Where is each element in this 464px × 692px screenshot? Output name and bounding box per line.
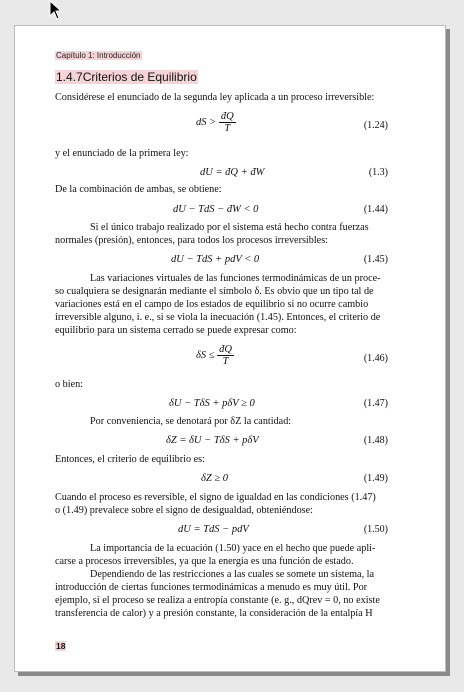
- paragraph-line: Las variaciones virtuales de las funciones termodinámicas de un proce-: [90, 273, 381, 284]
- fraction-numerator: đQ: [219, 344, 232, 355]
- paragraph-line: De la combinación de ambas, se obtiene:: [55, 184, 222, 195]
- equation-number: (1.46): [363, 353, 388, 364]
- document-page: [14, 25, 446, 672]
- equation-1-24: [196, 111, 236, 134]
- paragraph-line: Si el único trabajo realizado por el sistema está hecho contra fuerzas: [90, 222, 369, 233]
- equation-1-49: δZ ≥ 0: [201, 473, 228, 484]
- fraction-denominator: T: [222, 356, 229, 367]
- equation-number: (1.24): [363, 120, 388, 131]
- paragraph-line: y el enunciado de la primera ley:: [55, 148, 189, 159]
- equation-number: (1.44): [363, 204, 388, 215]
- fraction-numerator: đQ: [220, 111, 234, 122]
- paragraph-line: ejemplo, si el proceso se realiza a entropía constante (e. g., dQrev = 0, no existe: [55, 595, 380, 606]
- paragraph-line: normales (presión), entonces, para todos los procesos irreversibles:: [55, 235, 329, 246]
- equation-number: (1.49): [363, 473, 388, 484]
- paragraph-line: Dependiendo de las restricciones a las cuales se somete un sistema, la: [90, 569, 375, 580]
- paragraph-line: so cualquiera se designarán mediante el símbolo δ. Es obvio que un tipo tal de: [55, 286, 374, 297]
- paragraph-line: equilibrio para un sistema cerrado se puede expresar como:: [55, 325, 297, 336]
- equation-1-48: δZ = δU − TδS + pδV: [166, 435, 259, 446]
- fraction-denominator: T: [224, 123, 231, 134]
- equation-1-50: dU = TdS − pdV: [178, 524, 249, 535]
- mouse-cursor-icon: [49, 0, 63, 20]
- fraction: [217, 344, 234, 367]
- equation-1-3: dU = đQ + đW: [200, 167, 265, 178]
- fraction: [219, 111, 236, 134]
- paragraph-line: Entonces, el criterio de equilibrio es:: [55, 454, 205, 465]
- page-number: 18: [56, 641, 66, 651]
- paragraph-line: La importancia de la ecuación (1.50) yace en el hecho que puede apli-: [90, 543, 376, 554]
- equation-number: (1.47): [363, 398, 388, 409]
- equation-number: (1.48): [363, 435, 388, 446]
- paragraph-line: Considérese el enunciado de la segunda ley aplicada a un proceso irreversible:: [55, 92, 375, 103]
- paragraph-line: variaciones está en el campo de los estados de equilibrio si no ocurre cambio: [55, 299, 369, 310]
- paragraph-line: Cuando el proceso es reversible, el signo de igualdad en las condiciones (1.47): [55, 492, 376, 503]
- paragraph-line: o bien:: [55, 379, 84, 390]
- equation-1-46: [196, 344, 234, 367]
- equation-number: (1.50): [363, 524, 388, 535]
- equation-lhs: dS >: [196, 116, 217, 128]
- paragraph-line: transferencia de calor) y a presión constante, la consideración de la entalpía H: [55, 608, 373, 619]
- chapter-header: Capítulo 1: Introducción: [56, 51, 141, 60]
- paragraph-line: o (1.49) prevalece sobre el signo de desigualdad, obteniéndose:: [55, 505, 314, 516]
- equation-1-45: dU − TdS + pdV < 0: [171, 254, 260, 265]
- equation-number: (1.45): [363, 254, 388, 265]
- equation-1-44: dU − TdS − đW < 0: [173, 204, 259, 215]
- section-title: 1.4.7Criterios de Equilibrio: [56, 70, 197, 84]
- paragraph-line: carse a procesos irreversibles, ya que la energía es una función de estado.: [55, 556, 354, 567]
- paragraph-line: Por conveniencia, se denotará por δZ la cantidad:: [90, 416, 292, 427]
- equation-1-47: δU − TδS + pδV ≥ 0: [169, 398, 255, 409]
- paragraph-line: introducción de ciertas funciones termodinámicas a menudo es muy útil. Por: [55, 582, 368, 593]
- equation-number: (1.3): [368, 167, 388, 178]
- equation-lhs: δS ≤: [196, 349, 215, 361]
- paragraph-line: irreversible alguno, i. e., si se viola la inecuación (1.45). Entonces, el criterio de: [55, 312, 381, 323]
